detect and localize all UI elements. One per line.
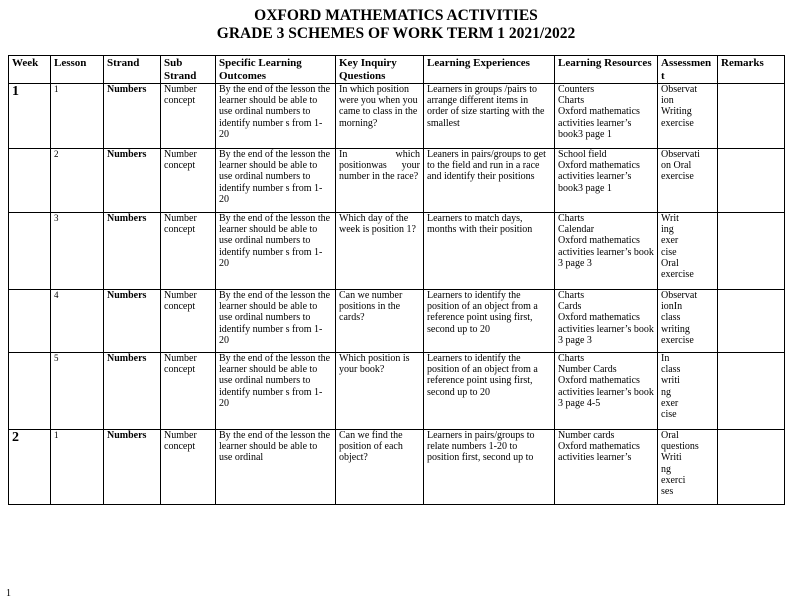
week-cell [9, 353, 51, 430]
outcomes-cell: By the end of the lesson the learner should be able to use ordinal numbers to identify number s from 1-20 [216, 290, 336, 353]
assessment-cell-line: class [661, 312, 681, 324]
outcomes-cell: By the end of the lesson the learner should be able to use ordinal numbers to identify number s from 1-20 [216, 149, 336, 213]
experiences-cell: Learners in pairs/groups to relate numbers 1-20 to position first, second up to [424, 430, 555, 505]
assessment-cell [658, 213, 718, 290]
outcomes-cell: By the end of the lesson the learner should be able to use ordinal [216, 430, 336, 505]
assessment-cell-line: writing [661, 323, 690, 335]
resources-cell-line: Charts [558, 290, 585, 301]
assessment-cell-line: Oral [661, 257, 679, 269]
document-subtitle: GRADE 3 SCHEMES OF WORK TERM 1 2021/2022 [216, 25, 576, 42]
assessment-cell-line: exer [661, 397, 679, 409]
assessment-cell-line: writi [661, 375, 680, 387]
resources-cell-line: Charts [558, 95, 585, 107]
sub-strand-cell: Number concept [161, 213, 216, 290]
questions-cell: Which day of the week is position 1? [336, 213, 424, 290]
assessment-cell-line: cise [661, 246, 677, 258]
assessment-cell-line: cise [661, 409, 677, 421]
week-cell: 2 [9, 430, 51, 505]
outcomes-cell: By the end of the lesson the learner should be able to use ordinal numbers to identify number s from 1-20 [216, 213, 336, 290]
assessment-cell-line: exercise [661, 334, 694, 346]
resources-cell [555, 213, 658, 290]
column-header-week: Week [9, 56, 51, 84]
experiences-cell: Leaners in pairs/groups to get to the field and run in a race and identify their positions [424, 149, 555, 213]
strand-cell: Numbers [104, 149, 161, 213]
assessment-cell [658, 430, 718, 505]
resources-cell-line: Oxford mathematics activities learner’s book3 page 1 [558, 106, 640, 140]
table-row [9, 213, 785, 290]
resources-cell-line: Oxford mathematics activities learner’s book3 page 1 [558, 160, 640, 194]
resources-cell-line: Charts [558, 213, 585, 224]
column-header-lesson: Lesson [51, 56, 104, 84]
assessment-cell-line: Writ [661, 213, 679, 224]
assessment-cell-line: class [661, 364, 681, 376]
assessment-cell-line: ing [661, 224, 674, 236]
lesson-cell: 3 [51, 213, 104, 290]
resources-cell [555, 430, 658, 505]
resources-cell-line: Oxford mathematics activities learner’s book 3 page 3 [558, 235, 654, 269]
sub-strand-cell: Number concept [161, 353, 216, 430]
assessment-cell-line: exer [661, 235, 679, 247]
assessment-cell-line: questions [661, 441, 699, 453]
column-header-strand: Strand [104, 56, 161, 84]
resources-cell-line: Oxford mathematics activities learner’s book 3 page 3 [558, 312, 654, 346]
lesson-cell: 2 [51, 149, 104, 213]
assessment-cell-line: exerci [661, 474, 686, 486]
week-cell [9, 290, 51, 353]
assessment-cell [658, 149, 718, 213]
week-cell [9, 149, 51, 213]
strand-cell: Numbers [104, 290, 161, 353]
sub-strand-cell: Number concept [161, 430, 216, 505]
remarks-cell [718, 84, 785, 149]
lesson-cell: 5 [51, 353, 104, 430]
outcomes-cell: By the end of the lesson the learner should be able to use ordinal numbers to identify number s from 1-20 [216, 84, 336, 149]
resources-cell-line: Charts [558, 353, 585, 364]
lesson-cell: 1 [51, 84, 104, 149]
assessment-cell-line: ionIn [661, 301, 683, 313]
column-header-questions: Key Inquiry Questions [336, 56, 424, 84]
resources-cell [555, 290, 658, 353]
assessment-cell-line: exercise [661, 171, 694, 183]
resources-cell-line: School field [558, 149, 607, 160]
sub-strand-cell: Number concept [161, 149, 216, 213]
assessment-cell-line: In [661, 353, 670, 364]
strand-cell: Numbers [104, 213, 161, 290]
assessment-cell-line: Writi [661, 452, 682, 464]
resources-cell-line: Counters [558, 84, 595, 95]
scheme-of-work-table [8, 55, 785, 505]
remarks-cell [718, 430, 785, 505]
sub-strand-cell: Number concept [161, 290, 216, 353]
resources-cell-line: Oxford mathematics activities learner’s book 3 page 4-5 [558, 375, 654, 409]
assessment-cell-line: on Oral [661, 160, 692, 172]
questions-cell: In which positionwas your number in the race? [336, 149, 424, 213]
page-number: 1 [6, 588, 11, 599]
resources-cell [555, 353, 658, 430]
experiences-cell: Learners to identify the position of an object from a reference point using first, second up to 20 [424, 290, 555, 353]
table-row [9, 290, 785, 353]
strand-cell: Numbers [104, 84, 161, 149]
column-header-outcomes: Specific Learning Outcomes [216, 56, 336, 84]
assessment-cell [658, 290, 718, 353]
resources-cell-line: Oxford mathematics activities learner’s [558, 441, 640, 464]
table-row [9, 84, 785, 149]
strand-cell: Numbers [104, 353, 161, 430]
assessment-cell-line: Oral [661, 430, 679, 441]
remarks-cell [718, 213, 785, 290]
assessment-cell-line: ng [661, 386, 671, 398]
remarks-cell [718, 149, 785, 213]
column-header-resources: Learning Resources [555, 56, 658, 84]
experiences-cell: Learners in groups /pairs to arrange different items in order of size starting with the smallest [424, 84, 555, 149]
assessment-cell [658, 353, 718, 430]
resources-cell-line: Number Cards [558, 364, 617, 376]
assessment-cell-line: Observat [661, 84, 698, 95]
questions-cell: Can we find the position of each object? [336, 430, 424, 505]
assessment-cell-line: ses [661, 486, 674, 498]
table-row [9, 430, 785, 505]
column-header-remarks: Remarks [718, 56, 785, 84]
experiences-cell: Learners to identify the position of an object from a reference point using first, second up to 20 [424, 353, 555, 430]
assessment-cell-line: exercise [661, 269, 694, 281]
resources-cell [555, 149, 658, 213]
remarks-cell [718, 290, 785, 353]
sub-strand-cell: Number concept [161, 84, 216, 149]
resources-cell-line: Calendar [558, 224, 595, 236]
outcomes-cell: By the end of the lesson the learner should be able to use ordinal numbers to identify number s from 1-20 [216, 353, 336, 430]
column-header-sub-strand: Sub Strand [161, 56, 216, 84]
questions-cell: Can we number positions in the cards? [336, 290, 424, 353]
remarks-cell [718, 353, 785, 430]
document-title: OXFORD MATHEMATICS ACTIVITIES [254, 7, 538, 24]
column-header-assessment: Assessmen t [658, 56, 718, 84]
assessment-cell-line: exercise [661, 117, 694, 129]
assessment-cell [658, 84, 718, 149]
table-row [9, 353, 785, 430]
resources-cell [555, 84, 658, 149]
assessment-cell-line: Observati [661, 149, 700, 160]
table-row [9, 149, 785, 213]
resources-cell-line: Number cards [558, 430, 615, 441]
assessment-cell-line: ion [661, 95, 674, 107]
lesson-cell: 4 [51, 290, 104, 353]
assessment-cell-line: Writing [661, 106, 692, 118]
assessment-cell-line: ng [661, 463, 671, 475]
resources-cell-line: Cards [558, 301, 582, 313]
questions-cell: Which position is your book? [336, 353, 424, 430]
experiences-cell: Learners to match days, months with their position [424, 213, 555, 290]
table-header-row [9, 56, 785, 84]
column-header-experiences: Learning Experiences [424, 56, 555, 84]
assessment-cell-line: Observat [661, 290, 698, 301]
week-cell: 1 [9, 84, 51, 149]
lesson-cell: 1 [51, 430, 104, 505]
questions-cell: In which position were you when you came to class in the morning? [336, 84, 424, 149]
week-cell [9, 213, 51, 290]
strand-cell: Numbers [104, 430, 161, 505]
